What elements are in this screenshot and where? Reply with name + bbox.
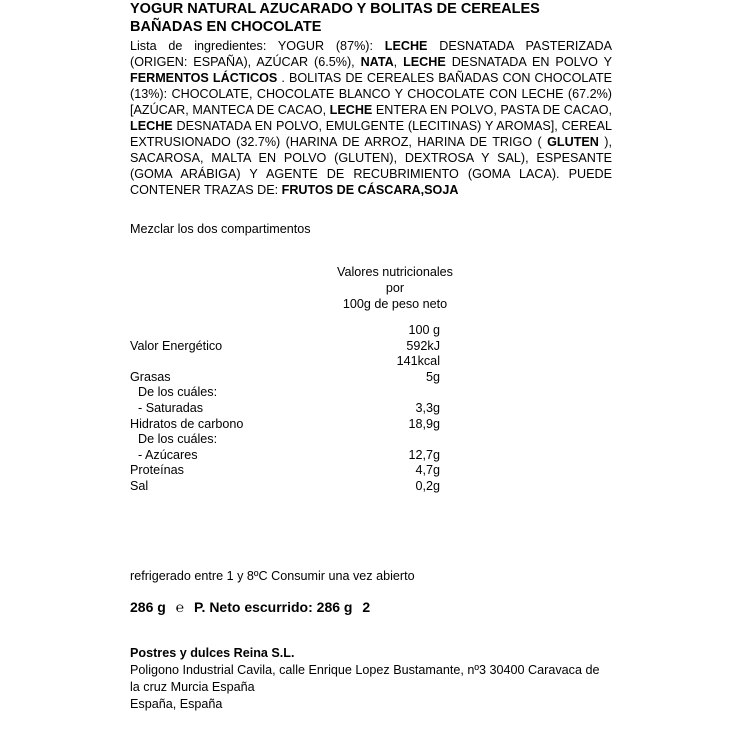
- company-address: Poligono Industrial Cavila, calle Enrique Lopez Bustamante, nº3 30400 Caravaca de la cruz Murcia España: [130, 663, 600, 694]
- ingredient-text: DESNATADA EN POLVO, EMULGENTE (LECITINAS) Y AROMAS], CEREAL EXTRUSIONADO (32.7%) (HARINA DE ARROZ, HARINA DE TRIGO (: [130, 119, 612, 149]
- nutrition-row: [130, 370, 440, 386]
- nutrition-header-line-2: 100g de peso neto: [342, 297, 448, 311]
- nutrient-value: 18,9g: [408, 416, 440, 431]
- nutrition-row: [130, 463, 440, 479]
- nutrient-name: Hidratos de carbono: [130, 416, 244, 431]
- nutrient-value: 12,7g: [408, 447, 440, 462]
- nutrient-value: 0,2g: [415, 478, 440, 493]
- company-info: [130, 645, 612, 713]
- company-name: Postres y dulces Reina S.L.: [130, 646, 295, 660]
- allergen-text: FERMENTOS LÁCTICOS: [130, 71, 278, 85]
- ingredient-text: Lista de ingredientes: YOGUR (87%):: [130, 39, 385, 53]
- nutrition-row: [130, 417, 440, 433]
- net-weight: 286 g: [130, 599, 166, 615]
- storage-instructions: refrigerado entre 1 y 8ºC Consumir una vez abierto: [130, 569, 415, 583]
- product-title-line-1: YOGUR NATURAL AZUCARADO Y BOLITAS DE CEREALES: [130, 1, 540, 17]
- allergen-text: NATA: [360, 55, 394, 69]
- nutrient-name: Sal: [130, 478, 149, 493]
- allergen-text: LECHE: [329, 103, 373, 117]
- ingredient-text: DESNATADA PASTERIZADA (ORIGEN: ESPAÑA), AZÚCAR (6.5%),: [130, 39, 612, 69]
- allergen-text: FRUTOS DE CÁSCARA,SOJA: [281, 183, 459, 197]
- icon-e-mark: ℮: [175, 599, 185, 615]
- nutrient-value: 5g: [425, 369, 440, 384]
- weights-line: [130, 599, 376, 615]
- allergen-text: LECHE: [130, 119, 173, 133]
- ingredient-text: . BOLITAS DE CEREALES BAÑADAS CON CHOCOLATE (13%): CHOCOLATE, CHOCOLATE BLANCO Y CHOCOLATE CON LECHE (67.2%) [AZÚCAR, MANTECA DE CACAO,: [130, 71, 612, 117]
- nutrition-row: [130, 479, 440, 495]
- nutrient-name: De los cuáles:: [138, 432, 218, 447]
- nutrition-header-line-1: Valores nutricionales por: [337, 265, 453, 295]
- nutrient-value: 141kcal: [396, 354, 440, 369]
- ingredient-text: DESNATADA EN POLVO Y: [445, 55, 612, 69]
- nutrient-name: - Azúcares: [138, 447, 198, 462]
- nutrition-row: [130, 448, 440, 464]
- nutrient-value: 592kJ: [406, 338, 440, 353]
- product-label: [130, 0, 612, 711]
- nutrient-name: Valor Energético: [130, 338, 223, 353]
- nutrition-row: [130, 385, 440, 401]
- nutrition-header: [330, 264, 460, 312]
- nutrition-row: [130, 339, 440, 355]
- nutrient-value: 4,7g: [415, 463, 440, 478]
- drained-weight: P. Neto escurrido: 286 g: [194, 599, 353, 615]
- allergen-text: LECHE: [384, 39, 428, 53]
- ingredient-text: ENTERA EN POLVO, PASTA DE CACAO,: [372, 103, 612, 117]
- ingredient-text: ), SACAROSA, MALTA EN POLVO (GLUTEN), DEXTROSA Y SAL), ESPESANTE (GOMA ARÁBIGA) Y AGENTE DE RECUBRIMIENTO (GOMA LACA). PUEDE CONTENER TRAZAS DE:: [130, 135, 612, 197]
- ingredient-text: ,: [393, 55, 404, 69]
- allergen-text: LECHE: [403, 55, 446, 69]
- nutrient-value: 3,3g: [415, 400, 440, 415]
- nutrient-name: Grasas: [130, 369, 171, 384]
- nutrient-name: - Saturadas: [138, 400, 204, 415]
- nutrient-name: De los cuáles:: [138, 385, 218, 400]
- ingredients-list: [130, 38, 612, 198]
- usage-instructions: Mezclar los dos compartimentos: [130, 222, 311, 236]
- company-country: España, España: [130, 697, 223, 711]
- nutrition-row: [130, 401, 440, 417]
- nutrient-value: 100 g: [408, 323, 440, 337]
- unit-count: 2: [362, 599, 371, 615]
- nutrition-row: [130, 354, 440, 370]
- nutrition-row: [130, 323, 440, 339]
- nutrition-row: [130, 432, 440, 448]
- allergen-text: GLUTEN: [547, 135, 599, 149]
- product-title-line-2: BAÑADAS EN CHOCOLATE: [130, 19, 322, 35]
- nutrition-table: [130, 323, 440, 495]
- nutrient-name: Proteínas: [130, 463, 184, 478]
